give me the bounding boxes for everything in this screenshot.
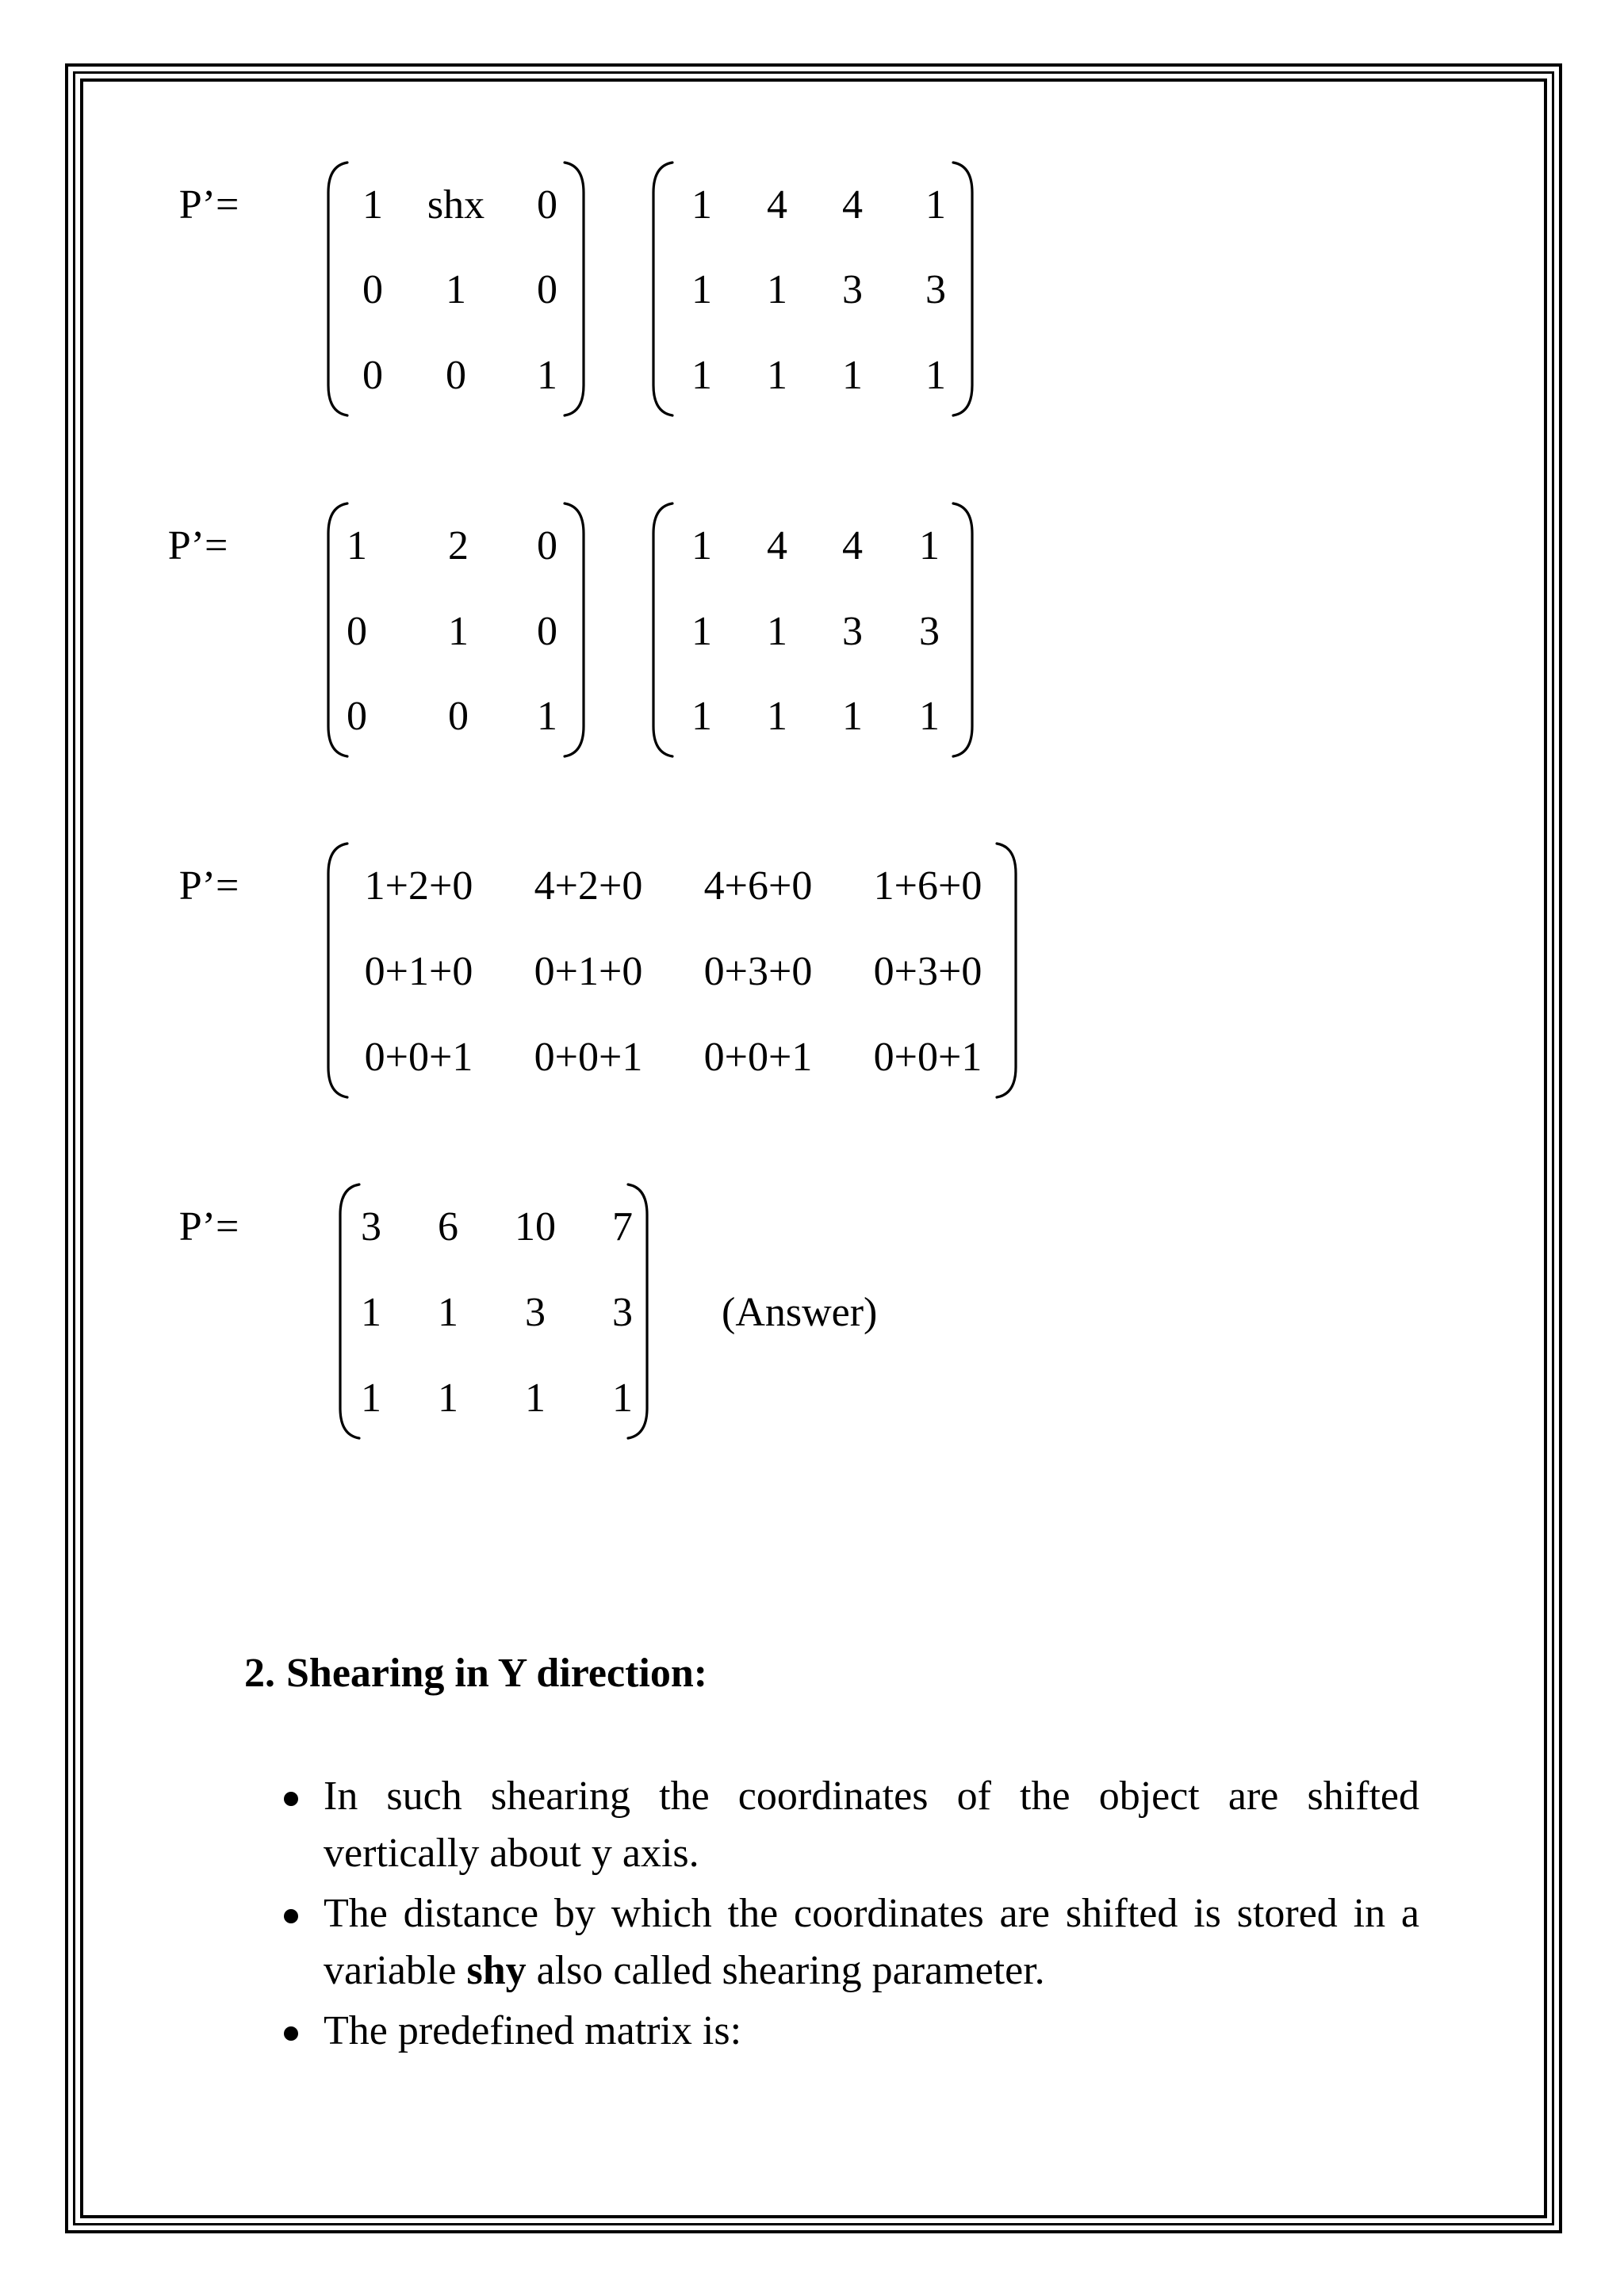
matrix-cell: 3 <box>919 609 940 654</box>
matrix-cell: 7 <box>612 1204 633 1249</box>
matrix-cell: 1+2+0 <box>364 863 473 909</box>
matrix-cell: 1 <box>919 694 940 739</box>
matrix-cell: 1 <box>691 267 712 312</box>
matrix-cell: 10 <box>515 1204 556 1249</box>
matrix-cell: 1 <box>347 523 367 568</box>
bullet-dot-icon <box>284 1792 298 1806</box>
bullet-item-2 <box>278 1885 1419 1999</box>
matrix-cell: 1 <box>767 267 787 312</box>
answer-note: (Answer) <box>722 1290 878 1335</box>
matrix-cell: 1 <box>691 609 712 654</box>
matrix-cell: 0 <box>448 694 469 739</box>
bullet-item-1 <box>278 1768 1419 1882</box>
matrix-cell: 1 <box>612 1376 633 1421</box>
matrix-cell: 0+3+0 <box>873 949 982 994</box>
matrix-left-paren <box>650 502 674 758</box>
matrix-cell: 0 <box>537 267 557 312</box>
matrix-cell: 3 <box>842 267 863 312</box>
section-title: Shearing in Y direction: <box>286 1651 708 1696</box>
matrix-cell: 0 <box>537 523 557 568</box>
section-heading <box>244 1653 707 1694</box>
matrix-cell: 1 <box>691 182 712 228</box>
matrix-cell: 3 <box>925 267 946 312</box>
matrix-cell: 1 <box>767 353 787 398</box>
matrix-cell: 4+6+0 <box>703 863 813 909</box>
matrix-cell: 1 <box>767 694 787 739</box>
matrix-right-paren <box>563 502 587 758</box>
matrix-cell: 1 <box>919 523 940 568</box>
matrix-cell: 1 <box>691 694 712 739</box>
bullet-list <box>278 1768 1419 2063</box>
matrix-cell: 1 <box>361 1376 381 1421</box>
matrix-cell: 3 <box>842 609 863 654</box>
equation-label: P’= <box>178 1204 239 1249</box>
matrix-cell: 1 <box>842 353 863 398</box>
matrix-cell: 1 <box>691 353 712 398</box>
matrix-right-paren <box>952 502 975 758</box>
matrix-cell: 1 <box>537 353 557 398</box>
matrix-cell: 3 <box>612 1290 633 1335</box>
matrix-cell: 3 <box>525 1290 546 1335</box>
bullet-text-1: In such shearing the coordinates of the object are shifted vertically about y axis. <box>324 1774 1419 1876</box>
matrix-cell: 1 <box>842 694 863 739</box>
matrix-left-paren <box>325 502 349 758</box>
bullet-dot-icon <box>284 2026 298 2041</box>
matrix-cell: 4 <box>842 523 863 568</box>
equation-label: P’= <box>167 523 228 568</box>
matrix-left-paren <box>325 842 349 1099</box>
matrix-cell: 0 <box>446 353 466 398</box>
matrix-cell: 0 <box>347 694 367 739</box>
matrix-cell: 6 <box>438 1204 458 1249</box>
matrix-cell: 0+0+1 <box>364 1035 473 1080</box>
matrix-cell: 1 <box>925 353 946 398</box>
matrix-cell: shx <box>427 182 485 228</box>
bullet-text-3: The predefined matrix is: <box>324 2008 742 2053</box>
matrix-cell: 0+0+1 <box>703 1035 813 1080</box>
equation-label: P’= <box>178 182 239 228</box>
equation-label: P’= <box>178 863 239 909</box>
bullet-dot-icon <box>284 1909 298 1923</box>
bullet-item-3 <box>278 2003 1419 2060</box>
matrix-right-paren <box>995 842 1019 1099</box>
matrix-left-paren <box>650 161 674 417</box>
matrix-cell: 0 <box>347 609 367 654</box>
matrix-cell: 1 <box>438 1376 458 1421</box>
matrix-cell: 4+2+0 <box>534 863 643 909</box>
matrix-cell: 1 <box>362 182 383 228</box>
matrix-cell: 4 <box>842 182 863 228</box>
bullet-text-2-bold: shy <box>466 1948 527 1993</box>
matrix-cell: 0+0+1 <box>534 1035 643 1080</box>
section-number: 2. <box>244 1651 275 1696</box>
matrix-cell: 0+0+1 <box>873 1035 982 1080</box>
bullet-text-2a: The distance by which the coordinates are shifted is stored in a variable <box>324 1891 1419 1993</box>
matrix-cell: 0 <box>362 353 383 398</box>
matrix-cell: 1 <box>767 609 787 654</box>
bullet-text-2b: also called shearing parameter. <box>526 1948 1045 1993</box>
matrix-cell: 0+1+0 <box>364 949 473 994</box>
matrix-right-paren <box>952 161 975 417</box>
matrix-cell: 1+6+0 <box>873 863 982 909</box>
matrix-cell: 1 <box>537 694 557 739</box>
matrix-right-paren <box>563 161 587 417</box>
matrix-cell: 4 <box>767 523 787 568</box>
matrix-left-paren <box>325 161 349 417</box>
matrix-cell: 0 <box>537 609 557 654</box>
matrix-cell: 1 <box>361 1290 381 1335</box>
matrix-left-paren <box>337 1183 361 1440</box>
matrix-cell: 1 <box>448 609 469 654</box>
matrix-cell: 1 <box>438 1290 458 1335</box>
matrix-cell: 0 <box>537 182 557 228</box>
matrix-cell: 1 <box>525 1376 546 1421</box>
matrix-cell: 4 <box>767 182 787 228</box>
matrix-cell: 1 <box>925 182 946 228</box>
matrix-cell: 1 <box>691 523 712 568</box>
matrix-cell: 2 <box>448 523 469 568</box>
matrix-cell: 1 <box>446 267 466 312</box>
matrix-cell: 3 <box>361 1204 381 1249</box>
matrix-cell: 0+1+0 <box>534 949 643 994</box>
matrix-cell: 0 <box>362 267 383 312</box>
matrix-cell: 0+3+0 <box>703 949 813 994</box>
